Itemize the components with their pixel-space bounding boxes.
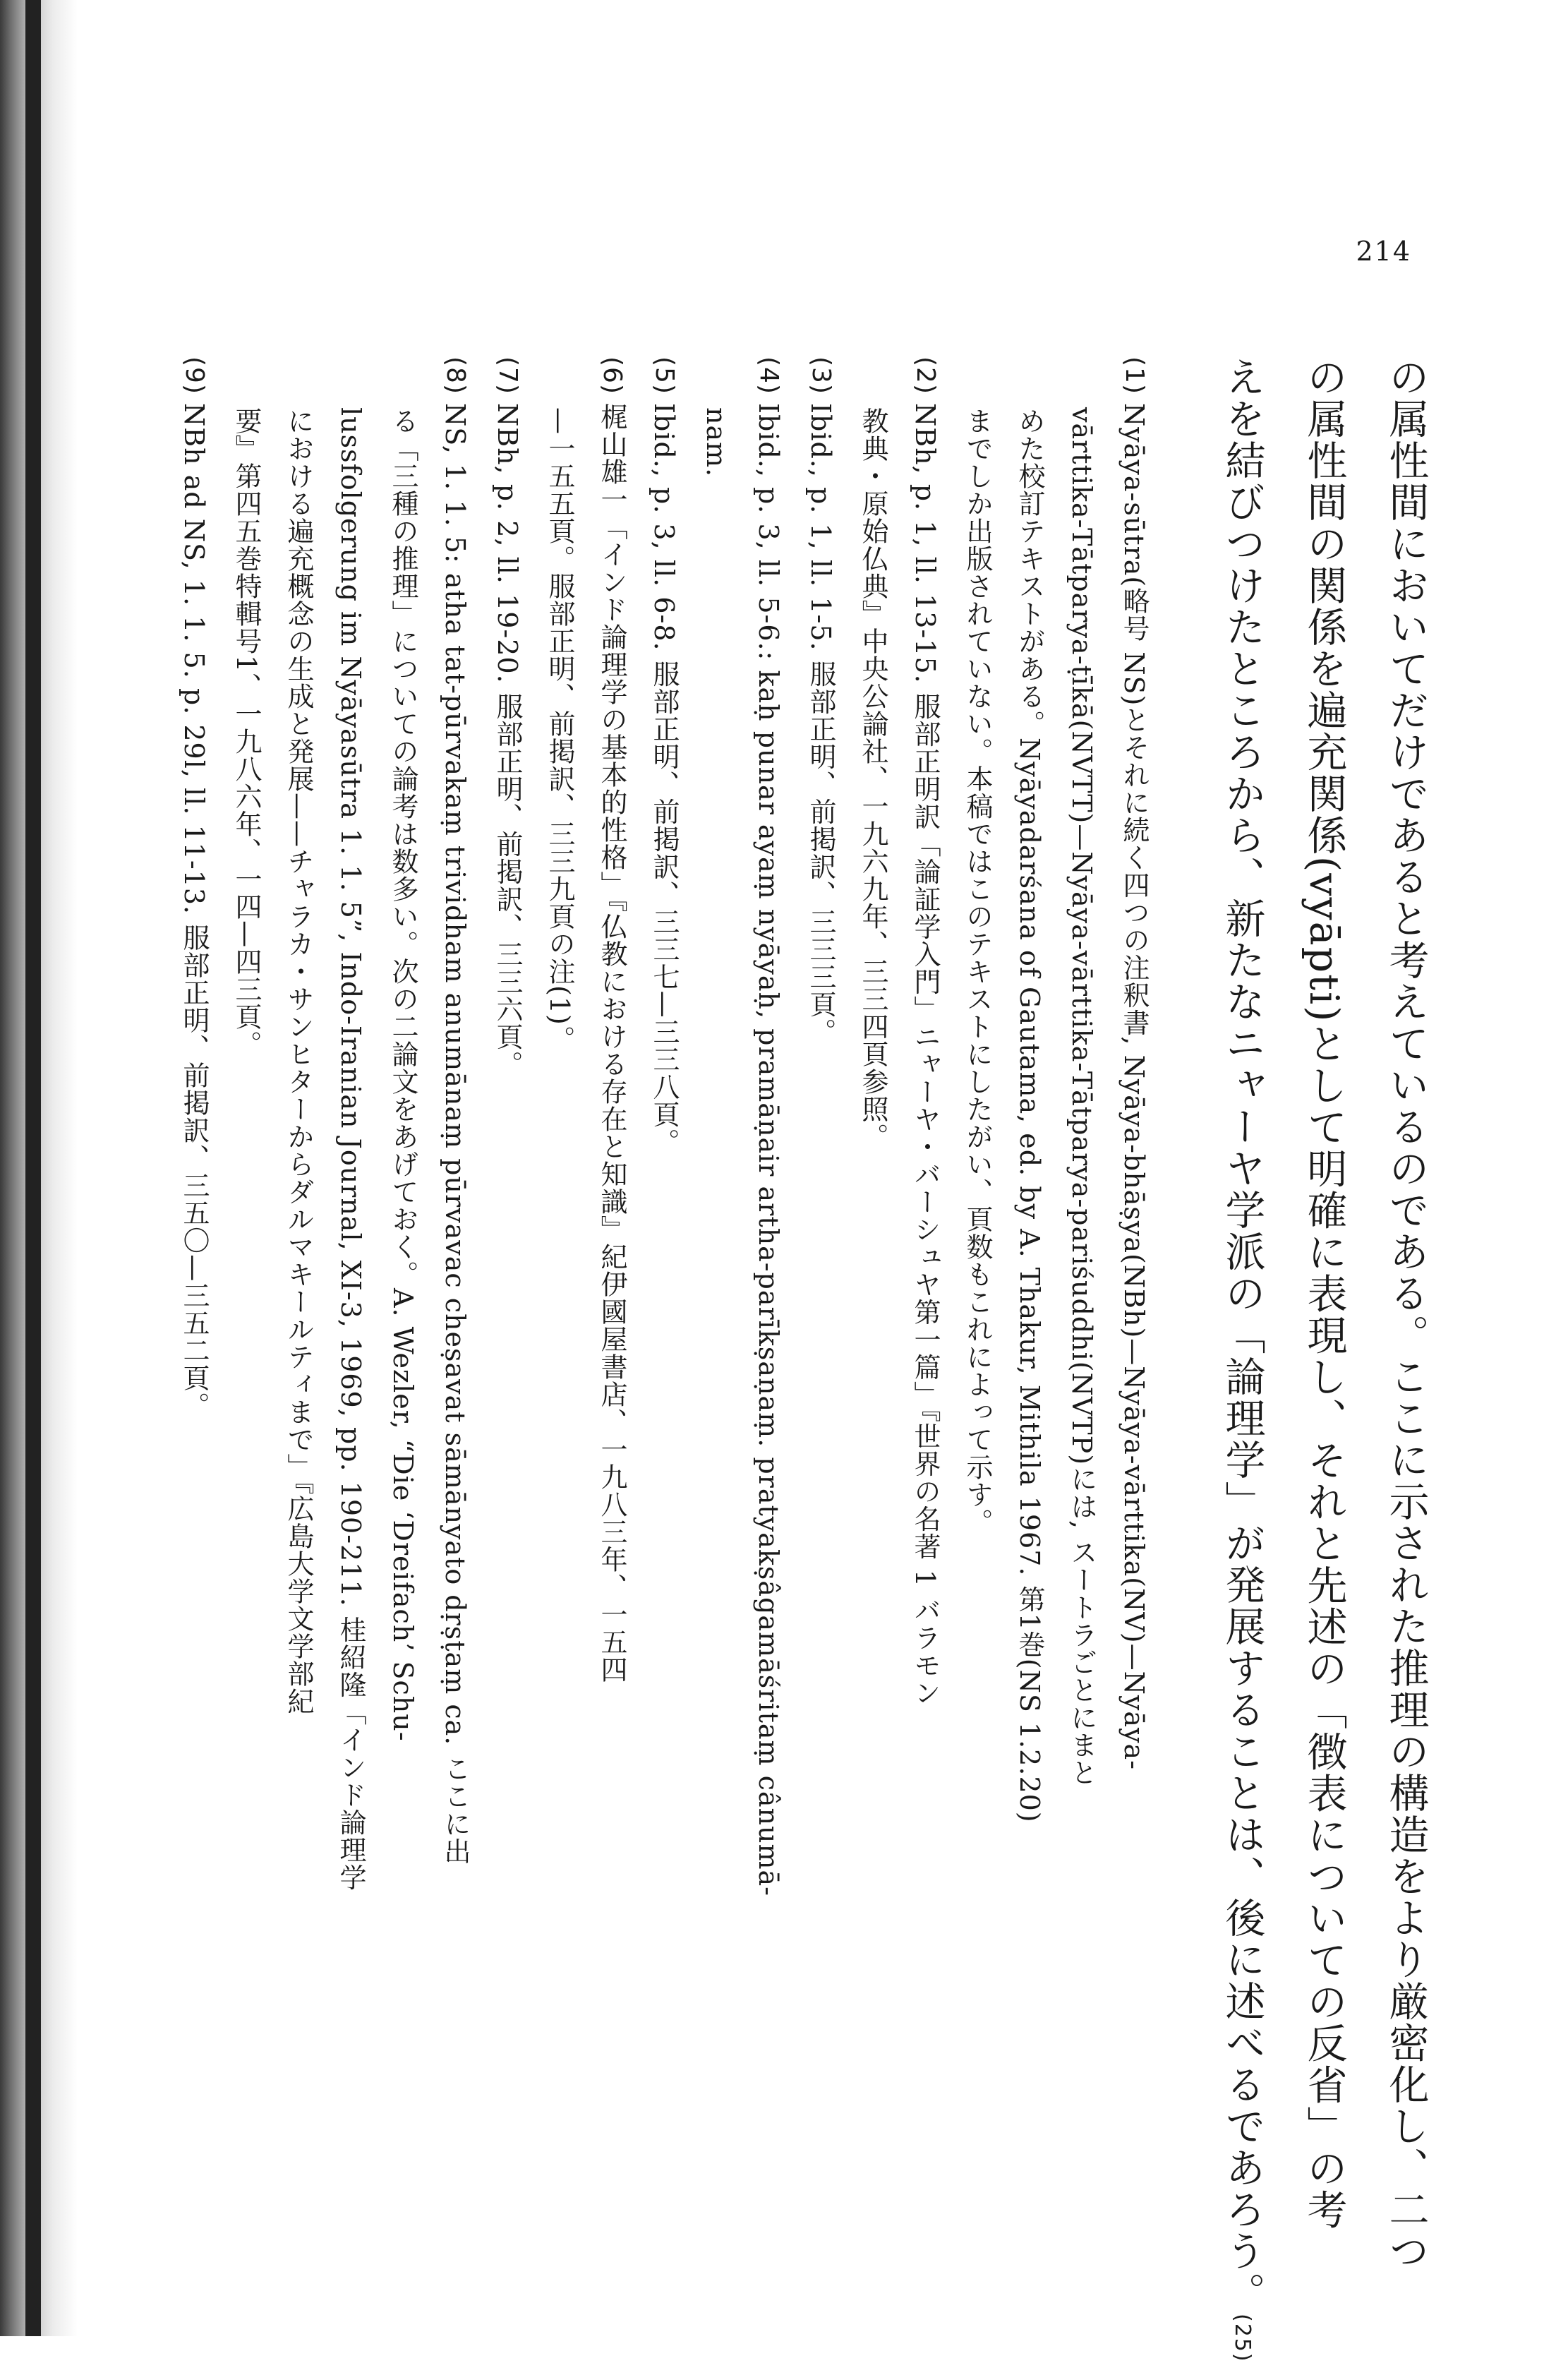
footnote-text: NBh, p. 1, ll. 13-15. 服部正明訳「論証学入門」ニャーヤ・バーシュヤ第一篇」『世界の名著 1 バラモン [910, 403, 941, 1707]
footnote-line [325, 356, 377, 2050]
footnote-line [1108, 356, 1160, 2050]
footnote-text: までしか出版されていない。本稿ではこのテキストにしたがい、頁数もこれによって示す。 [962, 407, 993, 1536]
footnote-text: NBh, p. 2, ll. 19-20. 服部正明、前掲訳、三三六頁。 [492, 403, 523, 1078]
footnote [690, 356, 795, 2050]
footnote-line [1003, 356, 1056, 2050]
footnote-number: (3) [807, 356, 836, 395]
footnote-line [690, 356, 742, 2050]
footnote-line [481, 356, 533, 2050]
footnote-line [429, 356, 481, 2050]
footnotes [168, 356, 1160, 2050]
footnote-number: (1) [1120, 356, 1149, 395]
footnote-text: 要』第四五巻特輯号1、一九八六年、一四—四三頁。 [231, 407, 262, 1059]
footnote [795, 356, 847, 2050]
footnote-line [377, 356, 429, 2050]
footnote-text: 梶山雄一「インド論理学の基本的性格」『仏教における存在と知識』紀伊國屋書店、一九八三年、一五四 [596, 403, 627, 1683]
footnote-text: における遍充概念の生成と発展——チャラカ・サンヒターからダルマキールティまで」『広島大学文学部紀 [283, 407, 314, 1715]
footnote-line [899, 356, 951, 2050]
footnote-line [533, 356, 586, 2050]
main-text [1201, 356, 1447, 2363]
footnote [168, 356, 220, 2050]
footnote-number: (8) [441, 356, 470, 395]
footnote-line [220, 356, 272, 2050]
footnote-line [1056, 356, 1108, 2050]
footnote-number: (5) [650, 356, 679, 395]
page-number: 214 [1356, 236, 1411, 267]
footnote [638, 356, 690, 2050]
footnote-text: —一五五頁。服部正明、前掲訳、三三九頁の注(1)。 [544, 407, 575, 1053]
footnote-line [272, 356, 325, 2050]
footnote-number: (6) [598, 356, 627, 395]
main-text-line: の属性間においてだけであると考えているのである。ここに示された推理の構造をより厳密化し、二つ [1382, 356, 1429, 2272]
footnote-text: NS, 1. 1. 5: atha tat-pūrvakaṃ trividham anumānaṃ pūrvavac cheṣavat sāmānyato dṛṣṭaṃ ca. ここに出 [440, 403, 471, 1865]
footnote [951, 356, 1160, 2050]
footnote [847, 356, 951, 2050]
footnote [481, 356, 533, 2050]
footnote-text: nam. [701, 407, 732, 478]
footnote-text: vārttika-Tātparya-ṭīkā(NVTT)—Nyāya-vārttika-Tātparya-pariśuddhi(NVTP)には, スートラごとにまと [1066, 407, 1097, 1787]
footnote-text: NBh ad NS, 1. 1. 5. p. 29l, ll. 11-13. 服部正明、前掲訳、三五〇—三五二頁。 [179, 403, 210, 1420]
footnote-line [951, 356, 1003, 2050]
footnote-text: Ibid., p. 3, ll. 5-6.: kaḥ punar ayaṃ nyāyaḥ, pramāṇair artha-parīkṣaṇaṃ. pratyakṣâgamāśritaṃ cânumā- [753, 403, 784, 1897]
footnote-text: lussfolgerung im Nyāyasūtra 1. 1. 5”, Indo-Iranian Journal, XI-3, 1969, pp. 190-211. 桂紹隆「インド論理学 [335, 407, 366, 1892]
footnote-line [847, 356, 899, 2050]
footnote-line [586, 356, 638, 2050]
footnote-number: (4) [754, 356, 783, 395]
main-text-line [1201, 356, 1283, 2363]
footnote-line [168, 356, 220, 2050]
footnote-line [742, 356, 795, 2050]
footnote [533, 356, 638, 2050]
footnote-text: る「三種の推理」についての論考は数多い。次の二論文をあげておく。A. Wezler, “Die ‘Dreifach’ Schu- [387, 407, 418, 1742]
footnote-text: Nyāya-sūtra(略号 NS)とそれに続く四つの注釈書, Nyāya-bhāṣya(NBh)—Nyāya-vārttika(NV)—Nyāya- [1118, 403, 1150, 1770]
footnote-line [795, 356, 847, 2050]
footnote-text: 教典・原始仏典』中央公論社、一九六九年、三三四頁参照。 [857, 407, 888, 1150]
footnote-reference: (25) [1230, 2314, 1255, 2363]
footnote-number: (7) [493, 356, 522, 395]
binding-edge [25, 0, 41, 2336]
footnote-text: めた校訂テキストがある。Nyāyadarśana of Gautama, ed. by A. Thakur, Mithila 1967. 第1巻(NS 1.2.20) [1014, 407, 1045, 1823]
page-body [141, 356, 1447, 2363]
footnote [220, 356, 481, 2050]
footnote-text: Ibid., p. 1, ll. 1-5. 服部正明、前掲訳、三三三頁。 [805, 403, 836, 1046]
footnote-line [638, 356, 690, 2050]
main-text-line-body: えを結びつけたところから、新たなニャーヤ学派の「論理学」が発展することは、後に述べるであろう。 [1219, 356, 1265, 2314]
main-text-line: の属性間の関係を遍充関係(vyāpti)として明確に表現し、それと先述の「徴表についての反省」の考 [1301, 356, 1347, 2231]
footnote-text: Ibid., p. 3, ll. 6-8. 服部正明、前掲訳、三三七—三三八頁。 [649, 403, 680, 1156]
footnote-number: (2) [911, 356, 940, 395]
footnote-number: (9) [180, 356, 209, 395]
